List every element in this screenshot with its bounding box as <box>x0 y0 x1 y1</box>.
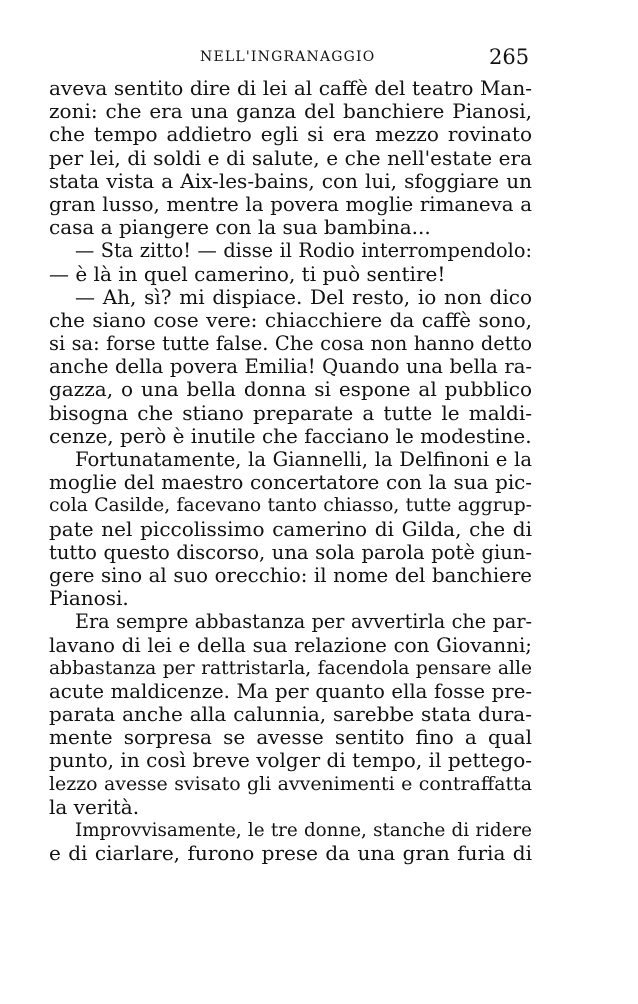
text-line: parata anche alla calunnia, sarebbe stata dura- <box>49 702 532 727</box>
text-line: aveva sentito dire di lei al caffè del teatro Man- <box>49 76 532 100</box>
text-line: — Sta zitto! — disse il Rodio interrompendolo: <box>75 239 532 263</box>
page-header <box>49 46 532 72</box>
text-line: lavano di lei e della sua relazione con Giovanni; <box>49 633 532 657</box>
text-line: Fortunatamente, la Giannelli, la Delfinoni e la <box>75 448 532 471</box>
text-line: gran lusso, mentre la povera moglie rimaneva a <box>49 192 532 216</box>
text-line: tutto questo discorso, una sola parola potè giun- <box>49 540 532 564</box>
text-line: anche della povera Emilia! Quando una bella ra- <box>49 355 532 379</box>
text-line: zoni: che era una ganza del banchiere Pianosi, <box>49 99 532 124</box>
text-line: — è là in quel camerino, ti può sentire! <box>49 261 446 286</box>
text-line: lezzo avesse svisato gli avvenimenti e contraffatta <box>49 772 532 795</box>
text-line: per lei, di soldi e di salute, e che nell'estate era <box>49 145 532 170</box>
text-line: cenze, però è inutile che facciano le modestine. <box>49 423 532 448</box>
text-line: la verità. <box>49 794 140 819</box>
text-line: che siano cose vere: chiacchiere da caffè sono, <box>49 307 532 332</box>
body-text <box>49 77 532 865</box>
text-line: gere sino al suo orecchio: il nome del banchiere <box>49 563 532 587</box>
text-line: che tempo addietro egli si era mezzo rovinato <box>49 122 532 147</box>
text-line: Era sempre abbastanza per avvertirla che par- <box>75 610 532 634</box>
text-line: casa a piangere con la sua bambina... <box>49 215 431 240</box>
text-line: pate nel piccolissimo camerino di Gilda, che di <box>49 516 532 541</box>
running-title: NELL'INGRANAGGIO <box>200 49 376 65</box>
text-line: — Ah, sì? mi dispiace. Del resto, io non dico <box>75 284 532 309</box>
text-line: acute maldicenze. Ma per quanto ella fosse pre- <box>49 679 532 703</box>
page-number: 265 <box>489 45 530 69</box>
text-line: abbastanza per rattristarla, facendola pensare alle <box>49 657 532 679</box>
text-line: mente sorpresa se avesse sentito fino a qual <box>49 725 532 750</box>
text-line: si sa: forse tutte false. Che cosa non hanno detto <box>49 332 532 356</box>
text-line: bisogna che stiano preparate a tutte le maldi- <box>49 400 532 425</box>
text-line: moglie del maestro concertatore con la sua pic- <box>49 471 532 495</box>
text-line: cola Casilde, facevano tanto chiasso, tutte aggrup- <box>49 495 532 517</box>
text-line: e di ciarlare, furono prese da una gran furia di <box>49 841 532 866</box>
text-line: Pianosi. <box>49 586 129 611</box>
text-line: Improvvisamente, le tre donne, stanche di ridere <box>75 820 532 841</box>
text-line: gazza, o una bella donna si espone al pubblico <box>49 377 532 402</box>
text-line: stata vista a Aix-les-bains, con lui, sfoggiare un <box>49 168 532 193</box>
text-line: punto, in così breve volger di tempo, il pettego- <box>49 748 532 773</box>
